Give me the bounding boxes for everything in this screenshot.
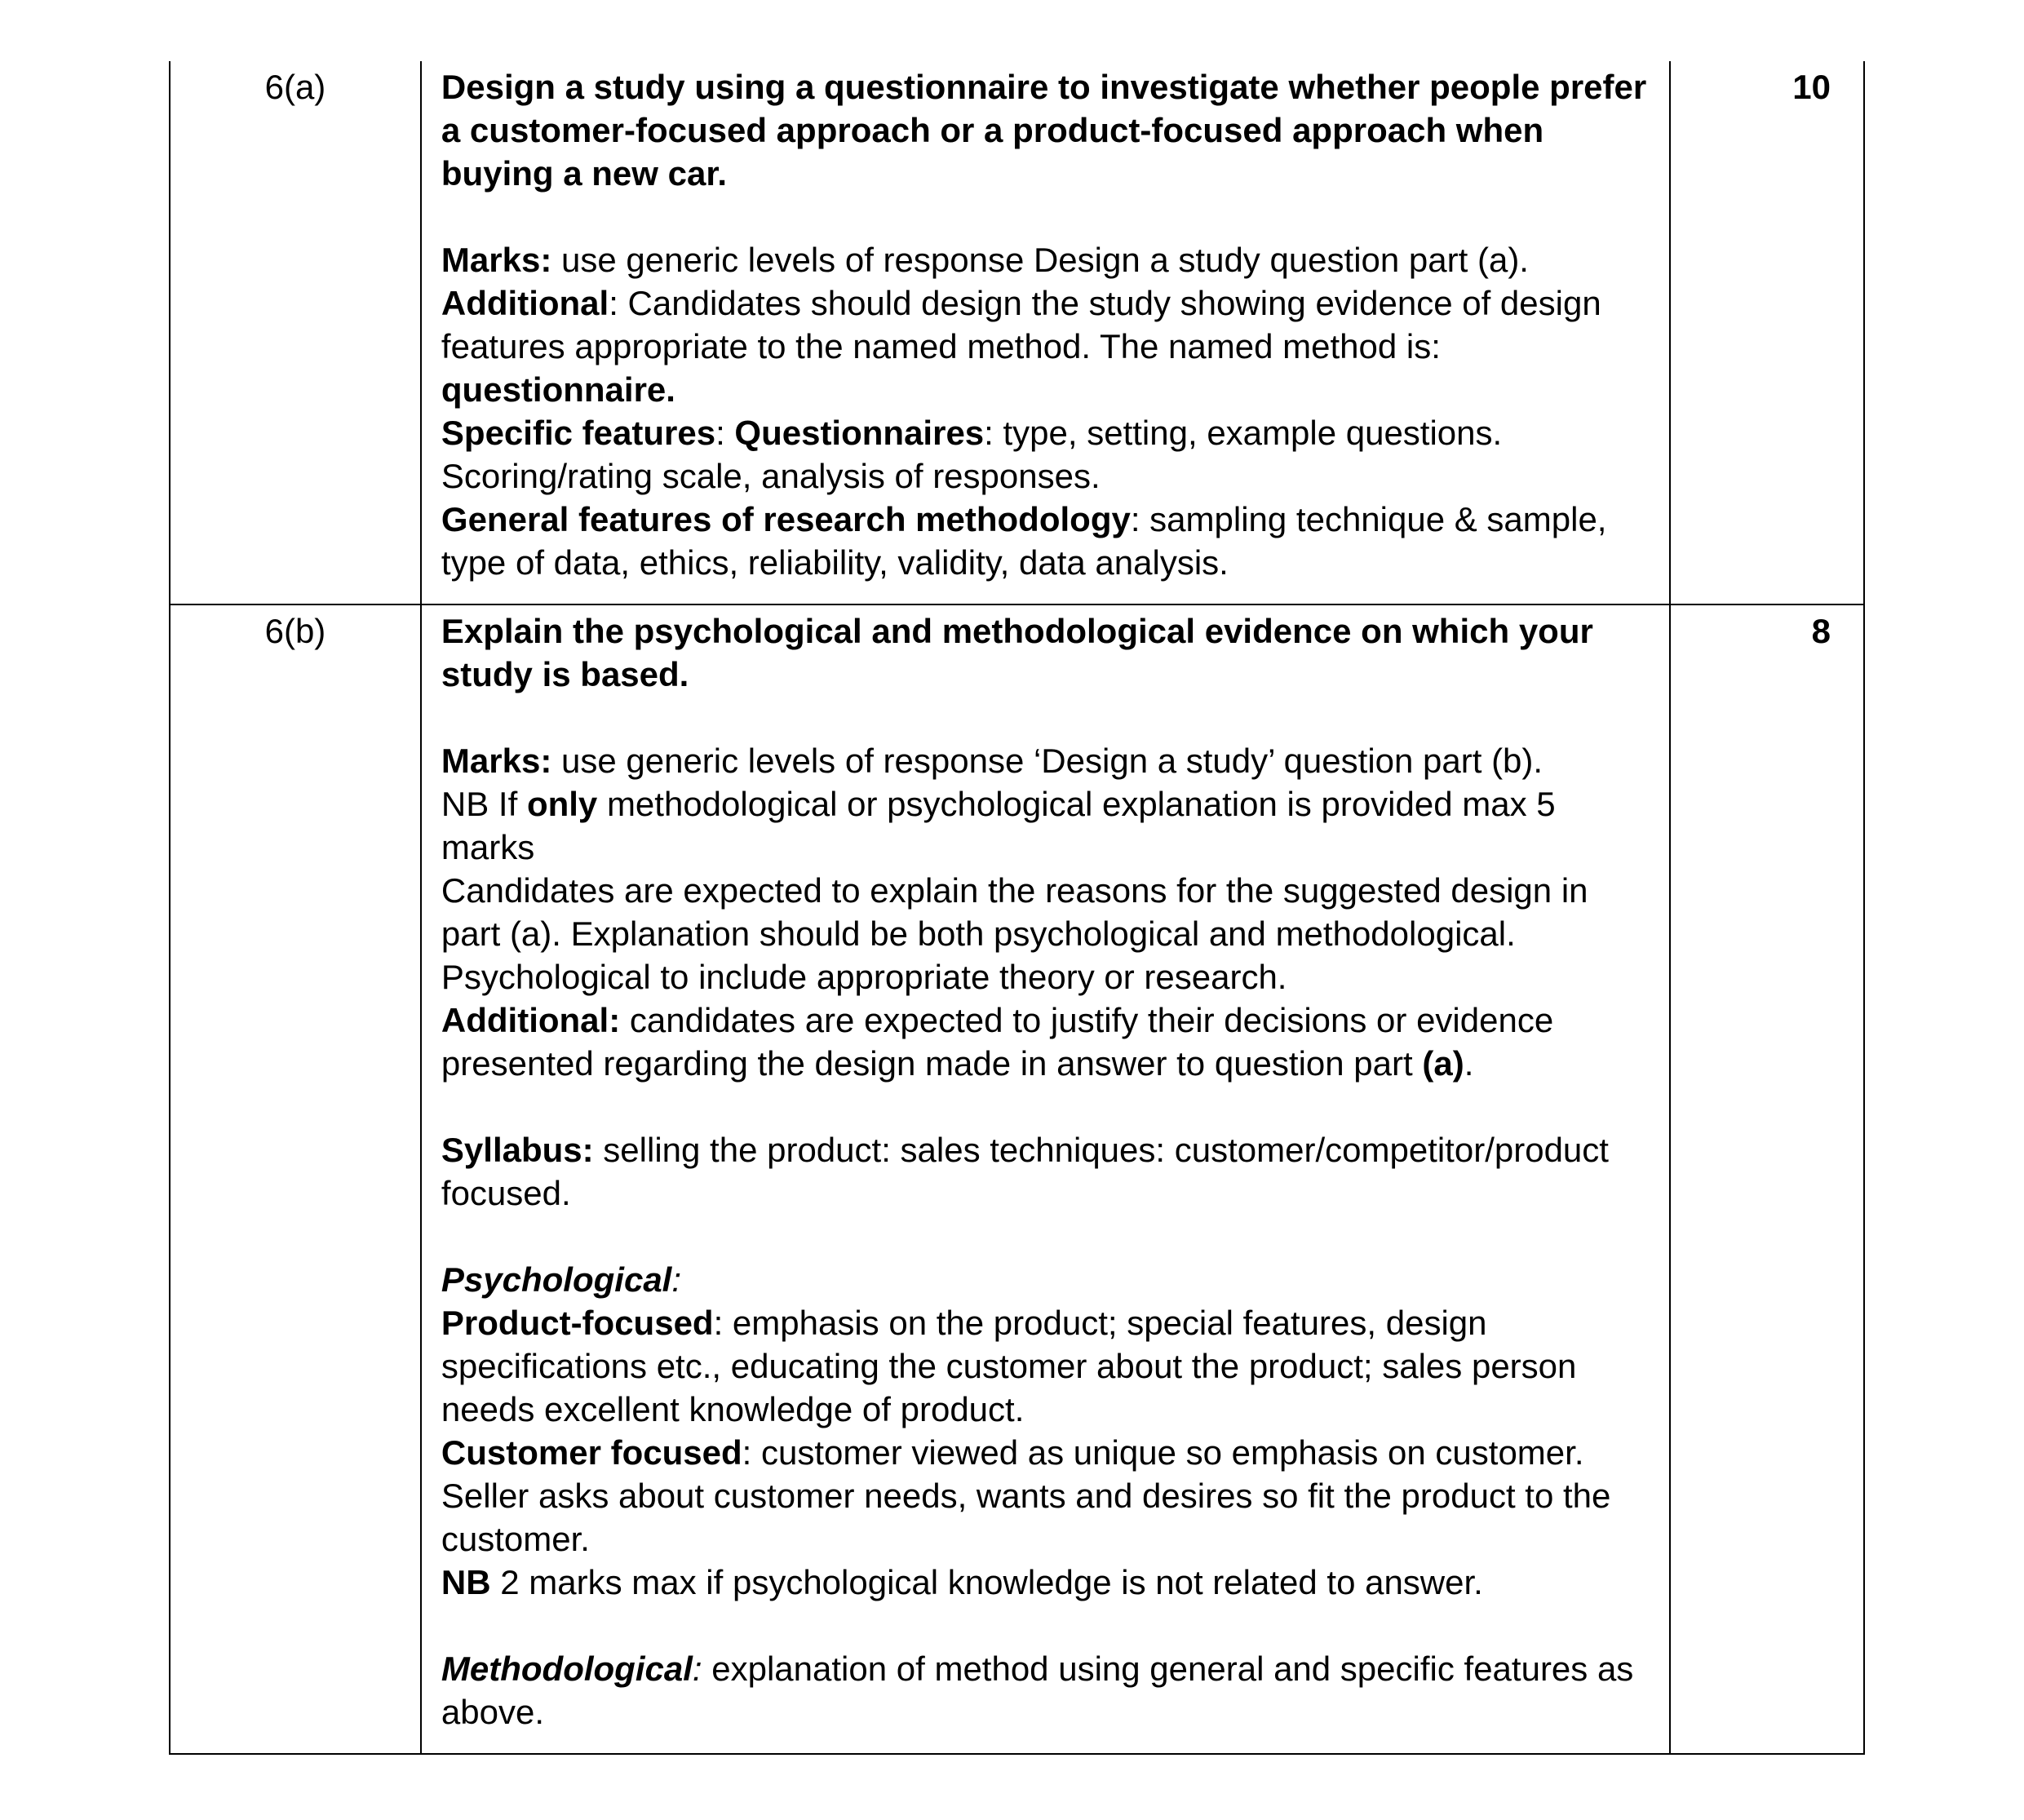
- psychological-heading: Psychological:: [441, 1260, 682, 1299]
- marks-value: 10: [1670, 61, 1864, 604]
- question-number: 6(b): [170, 604, 421, 1754]
- question-text: Design a study using a questionnaire to investigate whether people prefer a customer-focused approach or a product-focused approach when buying a new car.: [441, 68, 1647, 193]
- syllabus-note: Syllabus: selling the product: sales techniques: customer/competitor/product focused.: [441, 1131, 1609, 1212]
- marks-guidance: Marks: use generic levels of response Design a study question part (a).: [441, 241, 1529, 279]
- customer-focused-text: Customer focused: customer viewed as unique so emphasis on customer. Seller asks about customer needs, wants and desires so fit the product to the customer.: [441, 1433, 1611, 1558]
- nb-max-note: NB 2 marks max if psychological knowledge is not related to answer.: [441, 1563, 1483, 1601]
- mark-scheme-table: [169, 61, 1865, 1755]
- question-number: 6(a): [170, 61, 421, 604]
- product-focused-text: Product-focused: emphasis on the product; special features, design specifications etc., educating the customer about the product; sales person needs excellent knowledge of product.: [441, 1304, 1577, 1428]
- specific-features: Specific features: Questionnaires: type, setting, example questions. Scoring/rating scale, analysis of responses.: [441, 414, 1503, 495]
- answer-cell: [421, 61, 1671, 604]
- candidates-guidance: Candidates are expected to explain the reasons for the suggested design in part (a). Explanation should be both psychological and methodological. Psychological to include appropriate theory or research.: [441, 871, 1588, 996]
- marks-value: 8: [1670, 604, 1864, 1754]
- question-text: Explain the psychological and methodological evidence on which your study is based.: [441, 612, 1593, 693]
- additional-guidance: Additional: candidates are expected to justify their decisions or evidence presented regarding the design made in answer to question part (a).: [441, 1001, 1554, 1083]
- general-features: General features of research methodology: sampling technique & sample, type of data, ethics, reliability, validity, data analysis.: [441, 500, 1607, 582]
- additional-guidance: Additional: Candidates should design the study showing evidence of design features appropriate to the named method. The named method is: questionnaire.: [441, 284, 1601, 409]
- methodological-text: Methodological: explanation of method using general and specific features as above.: [441, 1650, 1634, 1731]
- table-row-6a: [170, 61, 1864, 604]
- marks-guidance: Marks: use generic levels of response ‘Design a study’ question part (b).: [441, 742, 1543, 780]
- answer-cell: [421, 604, 1671, 1754]
- table-row-6b: [170, 604, 1864, 1754]
- nb-only-note: NB If only methodological or psychological explanation is provided max 5 marks: [441, 785, 1556, 866]
